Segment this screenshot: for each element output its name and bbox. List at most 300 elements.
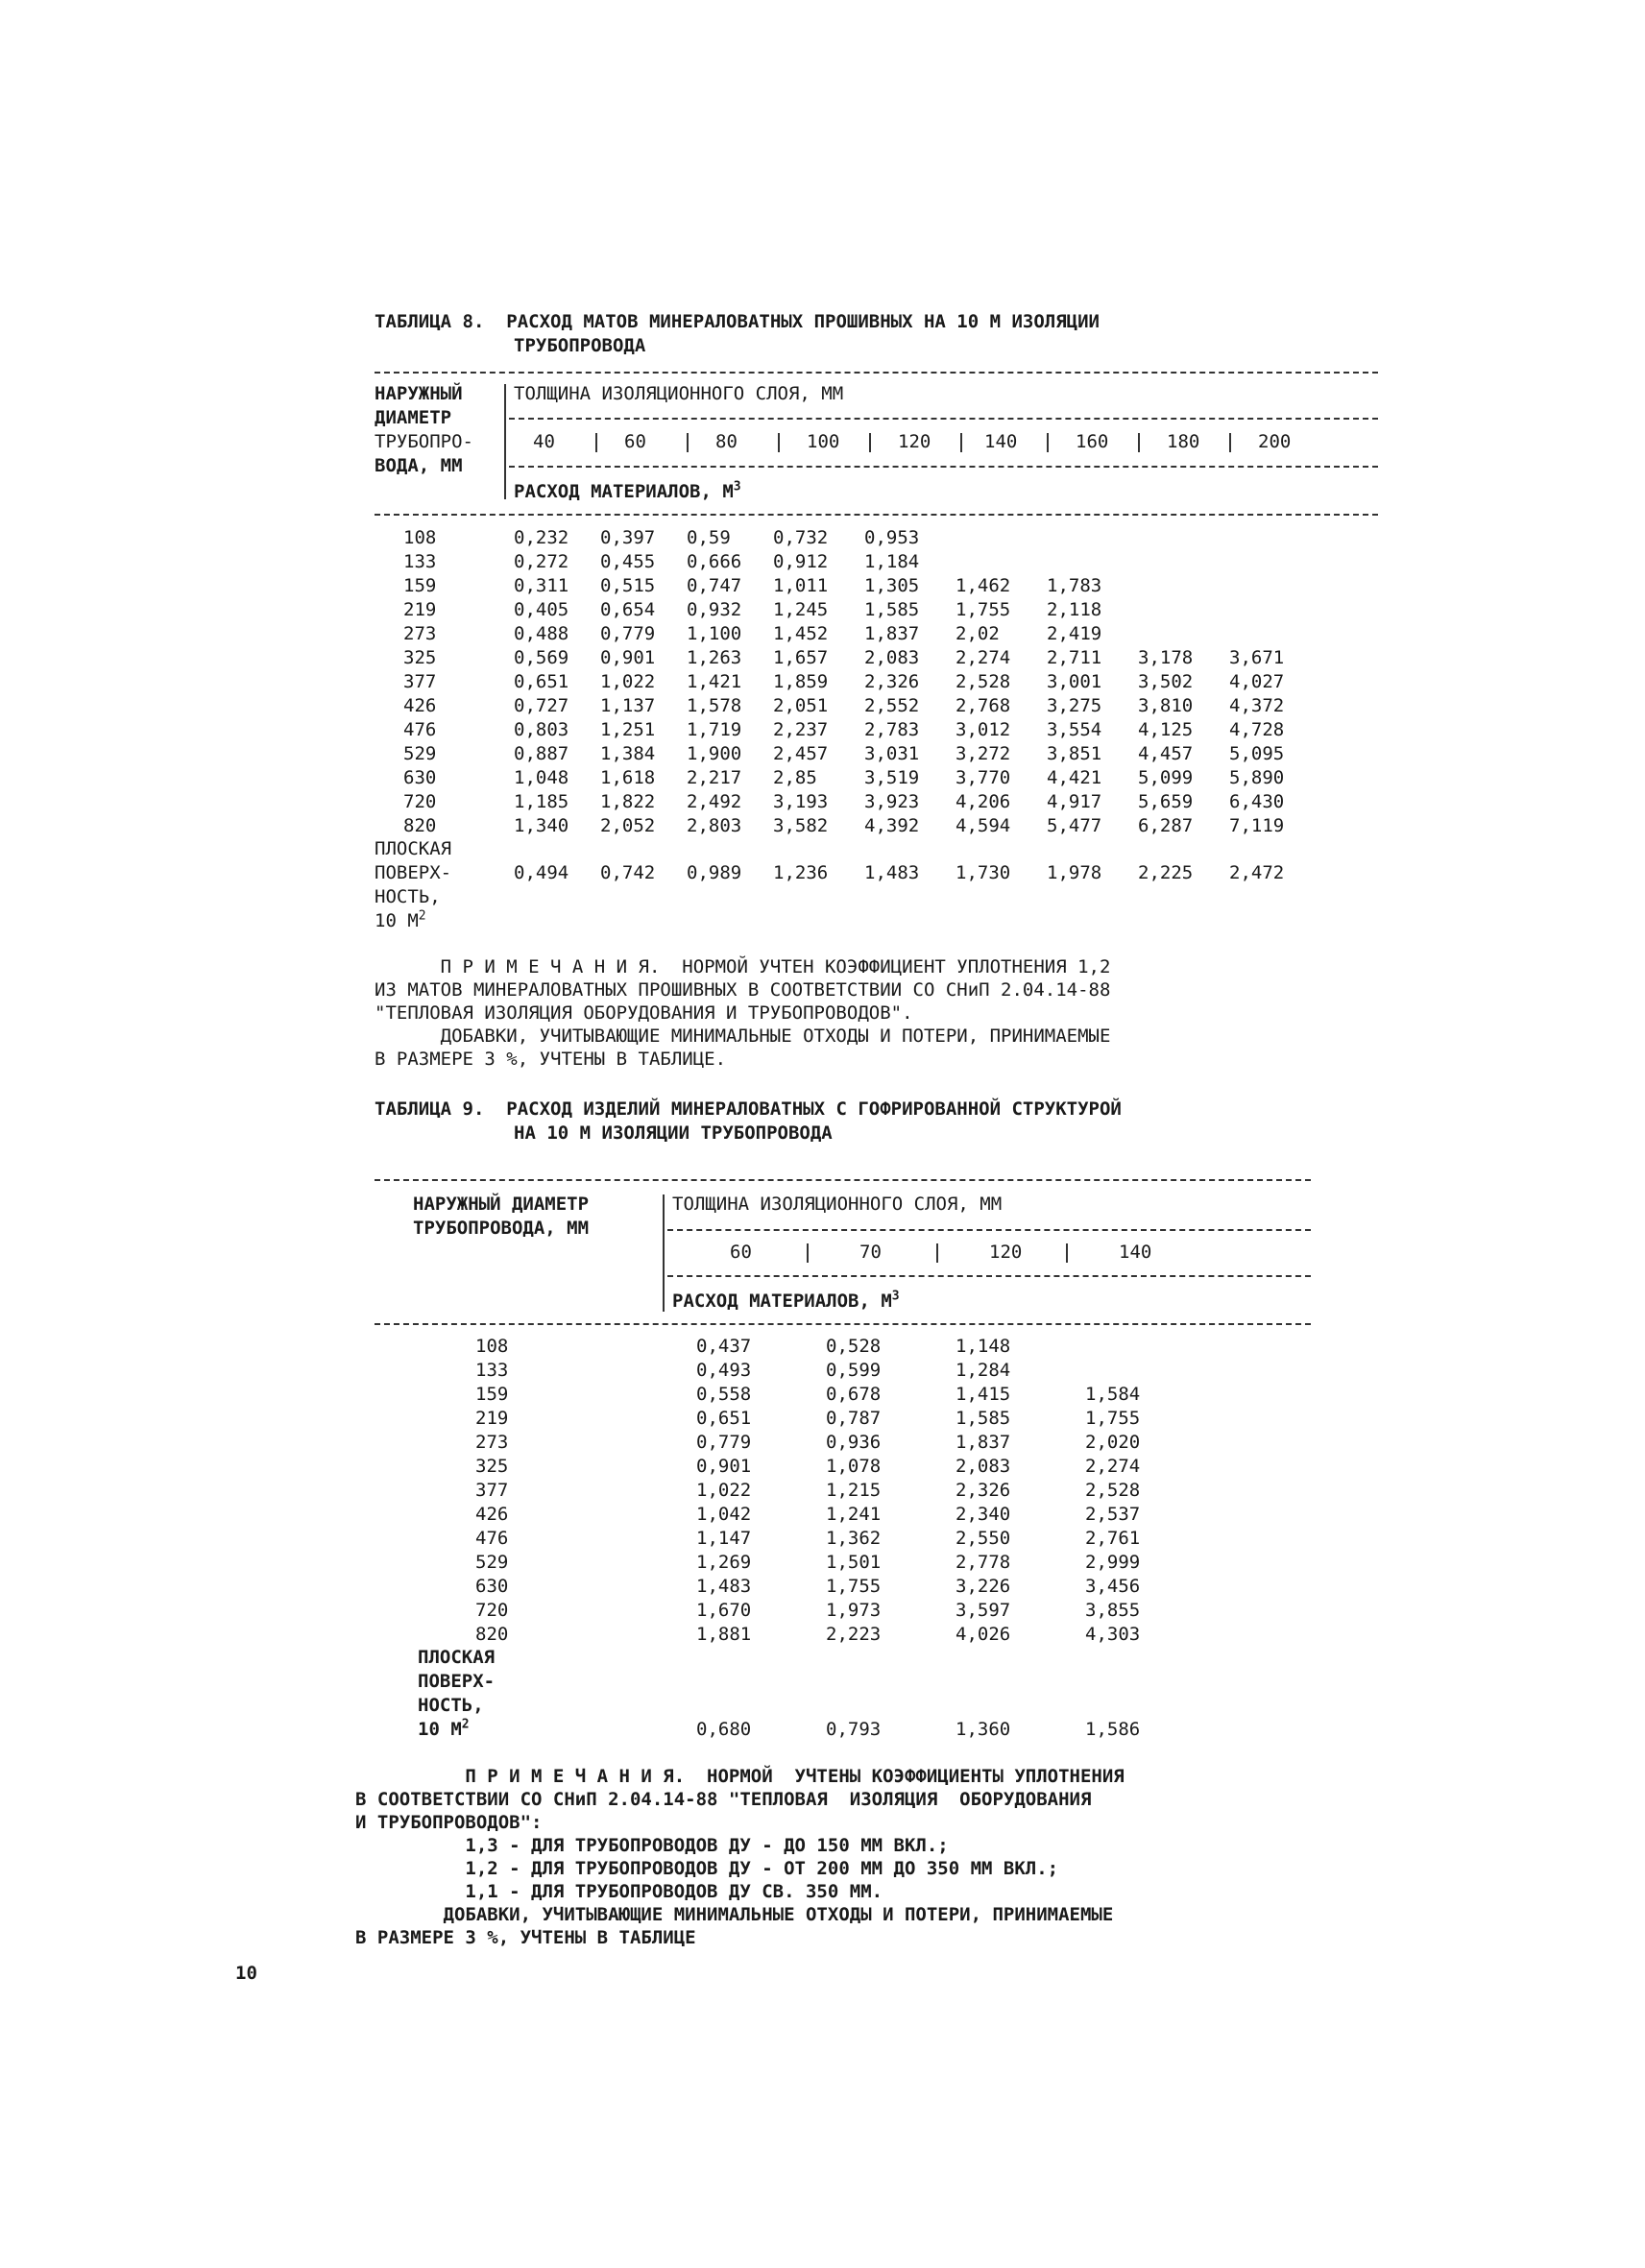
table8-divider-consumption: [509, 466, 1378, 468]
value-cell: 7,119: [1229, 815, 1285, 836]
table-row: [0, 766, 1645, 790]
table8-thickness-header: ТОЛЩИНА ИЗОЛЯЦИОННОГО СЛОЯ, ММ: [514, 383, 844, 404]
diameter-cell: 273: [475, 1432, 509, 1453]
value-cell: 2,326: [956, 1480, 1011, 1501]
flat-value-cell: 1,236: [773, 862, 829, 883]
value-cell: 3,554: [1047, 719, 1102, 740]
value-cell: 0,651: [514, 671, 569, 692]
note-line: И ТРУБОПРОВОДОВ":: [355, 1812, 543, 1833]
value-cell: 1,822: [600, 791, 656, 812]
value-cell: 2,083: [956, 1456, 1011, 1477]
value-cell: 2,711: [1047, 647, 1102, 668]
value-cell: 2,457: [773, 743, 829, 764]
diameter-cell: 273: [403, 623, 437, 644]
table9-consumption-label: РАСХОД МАТЕРИАЛОВ, М: [672, 1291, 892, 1312]
value-cell: 3,671: [1229, 647, 1285, 668]
table-row: [0, 670, 1645, 694]
value-cell: 0,678: [826, 1384, 882, 1405]
value-cell: 0,272: [514, 551, 569, 572]
value-cell: 1,215: [826, 1480, 882, 1501]
value-cell: 0,558: [696, 1384, 752, 1405]
value-cell: 2,217: [687, 767, 742, 788]
value-cell: 1,783: [1047, 575, 1102, 596]
table9-thickness-sep: [936, 1243, 938, 1263]
diameter-cell: 133: [403, 551, 437, 572]
note-line: В СООТВЕТСТВИИ СО СНиП 2.04.14-88 "ТЕПЛОВАЯ ИЗОЛЯЦИЯ ОБОРУДОВАНИЯ: [355, 1789, 1092, 1810]
value-cell: 0,732: [773, 527, 829, 548]
value-cell: 0,953: [864, 527, 920, 548]
flat-value-cell: 1,483: [864, 862, 920, 883]
table-row: [0, 1623, 1645, 1647]
note-line: В РАЗМЕРЕ 3 %, УЧТЕНЫ В ТАБЛИЦЕ: [355, 1927, 696, 1948]
page-number: 10: [235, 1963, 257, 1984]
table9-thickness-sep: [1066, 1243, 1068, 1263]
table-row: [0, 1407, 1645, 1431]
flat-value-cell: 2,225: [1138, 862, 1194, 883]
table-row: [0, 550, 1645, 574]
value-cell: 2,999: [1085, 1552, 1141, 1573]
table9-flat-unit: 10 М: [418, 1719, 462, 1740]
value-cell: 0,779: [600, 623, 656, 644]
note-line: "ТЕПЛОВАЯ ИЗОЛЯЦИЯ ОБОРУДОВАНИЯ И ТРУБОПРОВОДОВ".: [375, 1002, 913, 1024]
table-row: [0, 1575, 1645, 1599]
value-cell: 1,837: [956, 1432, 1011, 1453]
value-cell: 3,001: [1047, 671, 1102, 692]
table8-thickness-40: 40: [533, 431, 555, 452]
table9-flat-label-2: ПОВЕРХ-: [418, 1671, 496, 1692]
value-cell: 3,456: [1085, 1576, 1141, 1597]
diameter-cell: 426: [403, 695, 437, 716]
table-row: [0, 622, 1645, 646]
note-line: 1,3 - ДЛЯ ТРУБОПРОВОДОВ ДУ - ДО 150 ММ ВКЛ.;: [355, 1835, 949, 1856]
value-cell: 6,287: [1138, 815, 1194, 836]
value-cell: 4,392: [864, 815, 920, 836]
value-cell: 2,274: [1085, 1456, 1141, 1477]
value-cell: 1,973: [826, 1600, 882, 1621]
diameter-cell: 325: [475, 1456, 509, 1477]
value-cell: 2,051: [773, 695, 829, 716]
diameter-cell: 820: [475, 1624, 509, 1645]
value-cell: 0,311: [514, 575, 569, 596]
flat-value-cell: 1,978: [1047, 862, 1102, 883]
table-row: [0, 814, 1645, 838]
table-row: [0, 1527, 1645, 1551]
value-cell: 2,783: [864, 719, 920, 740]
table-row: [0, 1599, 1645, 1623]
value-cell: 1,881: [696, 1624, 752, 1645]
value-cell: 5,659: [1138, 791, 1194, 812]
table8-consumption-label: РАСХОД МАТЕРИАЛОВ, М: [514, 481, 734, 502]
table9-thickness-sep: [807, 1243, 809, 1263]
value-cell: 2,419: [1047, 623, 1102, 644]
value-cell: 3,226: [956, 1576, 1011, 1597]
diameter-cell: 426: [475, 1504, 509, 1525]
table8-thickness-sep: [687, 433, 689, 452]
value-cell: 3,012: [956, 719, 1011, 740]
value-cell: 4,917: [1047, 791, 1102, 812]
value-cell: 0,569: [514, 647, 569, 668]
value-cell: 2,768: [956, 695, 1011, 716]
value-cell: 3,770: [956, 767, 1011, 788]
value-cell: 1,048: [514, 767, 569, 788]
value-cell: 2,550: [956, 1528, 1011, 1549]
diameter-cell: 720: [403, 791, 437, 812]
table9-row-header-1: НАРУЖНЫЙ ДИАМЕТР: [413, 1194, 590, 1215]
value-cell: 1,340: [514, 815, 569, 836]
value-cell: 4,594: [956, 815, 1011, 836]
value-cell: 0,747: [687, 575, 742, 596]
value-cell: 0,651: [696, 1408, 752, 1429]
value-cell: 1,251: [600, 719, 656, 740]
value-cell: 1,421: [687, 671, 742, 692]
value-cell: 1,837: [864, 623, 920, 644]
table8-title-line1: РАСХОД МАТОВ МИНЕРАЛОВАТНЫХ ПРОШИВНЫХ НА 10 М ИЗОЛЯЦИИ: [506, 311, 1100, 332]
diameter-cell: 219: [403, 599, 437, 620]
value-cell: 1,501: [826, 1552, 882, 1573]
value-cell: 0,887: [514, 743, 569, 764]
value-cell: 3,810: [1138, 695, 1194, 716]
table9-flat-sup: 2: [461, 1717, 470, 1732]
value-cell: 3,582: [773, 815, 829, 836]
value-cell: 0,666: [687, 551, 742, 572]
value-cell: 4,421: [1047, 767, 1102, 788]
table8-flat-label-4: [375, 909, 426, 933]
table8-row-header-1: НАРУЖНЫЙ: [375, 383, 463, 404]
value-cell: 0,232: [514, 527, 569, 548]
table8-thickness-160: 160: [1076, 431, 1109, 452]
value-cell: 0,932: [687, 599, 742, 620]
value-cell: 0,936: [826, 1432, 882, 1453]
value-cell: 1,042: [696, 1504, 752, 1525]
diameter-cell: 476: [403, 719, 437, 740]
note-line: 1,2 - ДЛЯ ТРУБОПРОВОДОВ ДУ - ОТ 200 ММ ДО 350 ММ ВКЛ.;: [355, 1858, 1059, 1879]
value-cell: 2,326: [864, 671, 920, 692]
value-cell: 4,728: [1229, 719, 1285, 740]
flat-value-cell: 2,472: [1229, 862, 1285, 883]
value-cell: 5,095: [1229, 743, 1285, 764]
flat-value-cell: 1,586: [1085, 1719, 1141, 1740]
flat-value-cell: 0,742: [600, 862, 656, 883]
value-cell: 1,859: [773, 671, 829, 692]
value-cell: 1,483: [696, 1576, 752, 1597]
value-cell: 0,901: [600, 647, 656, 668]
table8-divider-thickness: [509, 418, 1378, 420]
table-row: [0, 526, 1645, 550]
table9-title-line2: НА 10 М ИЗОЛЯЦИИ ТРУБОПРОВОДА: [514, 1122, 833, 1144]
value-cell: 0,397: [600, 527, 656, 548]
value-cell: 0,528: [826, 1336, 882, 1357]
table8-consumption-sup: 3: [733, 479, 741, 495]
value-cell: 0,654: [600, 599, 656, 620]
value-cell: 3,502: [1138, 671, 1194, 692]
table-row: [0, 1479, 1645, 1503]
table-row: [0, 574, 1645, 598]
value-cell: 1,284: [956, 1360, 1011, 1381]
diameter-cell: 529: [475, 1552, 509, 1573]
value-cell: 2,223: [826, 1624, 882, 1645]
table8-thickness-100: 100: [807, 431, 840, 452]
diameter-cell: 529: [403, 743, 437, 764]
flat-value-cell: 0,494: [514, 862, 569, 883]
diameter-cell: 476: [475, 1528, 509, 1549]
value-cell: 1,245: [773, 599, 829, 620]
table-row: [0, 598, 1645, 622]
value-cell: 0,455: [600, 551, 656, 572]
table9-thickness-header: ТОЛЩИНА ИЗОЛЯЦИОННОГО СЛОЯ, ММ: [672, 1194, 1003, 1215]
diameter-cell: 159: [475, 1384, 509, 1405]
value-cell: 0,405: [514, 599, 569, 620]
value-cell: 1,584: [1085, 1384, 1141, 1405]
table8-thickness-120: 120: [898, 431, 931, 452]
value-cell: 4,027: [1229, 671, 1285, 692]
value-cell: 1,100: [687, 623, 742, 644]
diameter-cell: 133: [475, 1360, 509, 1381]
table8-thickness-sep: [1047, 433, 1049, 452]
table8-thickness-sep: [869, 433, 871, 452]
value-cell: 1,585: [956, 1408, 1011, 1429]
value-cell: 3,275: [1047, 695, 1102, 716]
value-cell: 1,078: [826, 1456, 882, 1477]
value-cell: 0,803: [514, 719, 569, 740]
table8-thickness-sep: [595, 433, 597, 452]
table9-consumption-sup: 3: [891, 1289, 900, 1304]
value-cell: 2,340: [956, 1504, 1011, 1525]
table8-label: ТАБЛИЦА 8.: [375, 311, 485, 332]
table8-thickness-sep: [1138, 433, 1140, 452]
table8-thickness-60: 60: [624, 431, 646, 452]
value-cell: 2,020: [1085, 1432, 1141, 1453]
table9-divider-thickness: [667, 1229, 1311, 1231]
value-cell: 1,147: [696, 1528, 752, 1549]
value-cell: 1,755: [956, 599, 1011, 620]
value-cell: 1,585: [864, 599, 920, 620]
table-row: [0, 1359, 1645, 1383]
table8-thickness-80: 80: [715, 431, 738, 452]
table9-flat-label-4: [418, 1718, 470, 1742]
table-row: [0, 1455, 1645, 1479]
value-cell: 1,269: [696, 1552, 752, 1573]
value-cell: 2,02: [956, 623, 1000, 644]
value-cell: 0,488: [514, 623, 569, 644]
value-cell: 1,362: [826, 1528, 882, 1549]
value-cell: 3,855: [1085, 1600, 1141, 1621]
value-cell: 0,59: [687, 527, 731, 548]
value-cell: 0,515: [600, 575, 656, 596]
note-line: В РАЗМЕРЕ 3 %, УЧТЕНЫ В ТАБЛИЦЕ.: [375, 1049, 727, 1070]
value-cell: 1,022: [696, 1480, 752, 1501]
value-cell: 1,137: [600, 695, 656, 716]
value-cell: 1,415: [956, 1384, 1011, 1405]
value-cell: 3,597: [956, 1600, 1011, 1621]
table9-label: ТАБЛИЦА 9.: [375, 1098, 485, 1120]
table-row: [0, 646, 1645, 670]
table9-consumption-header: [672, 1290, 900, 1314]
value-cell: 0,437: [696, 1336, 752, 1357]
value-cell: 2,492: [687, 791, 742, 812]
value-cell: 0,779: [696, 1432, 752, 1453]
value-cell: 2,85: [773, 767, 817, 788]
table8-flat-label-3: НОСТЬ,: [375, 886, 441, 907]
table-row: [0, 694, 1645, 718]
table8-title: [375, 310, 1100, 334]
note-line: 1,1 - ДЛЯ ТРУБОПРОВОДОВ ДУ СВ. 350 ММ.: [355, 1881, 883, 1902]
table9-row-header-2: ТРУБОПРОВОДА, ММ: [413, 1218, 590, 1239]
table9-divider-top: [375, 1179, 1311, 1181]
value-cell: 1,462: [956, 575, 1011, 596]
value-cell: 4,303: [1085, 1624, 1141, 1645]
value-cell: 2,761: [1085, 1528, 1141, 1549]
table8-divider-body: [375, 514, 1378, 516]
value-cell: 3,193: [773, 791, 829, 812]
diameter-cell: 630: [403, 767, 437, 788]
table8-consumption-header: [514, 480, 741, 504]
value-cell: 2,528: [956, 671, 1011, 692]
table-row: [0, 1503, 1645, 1527]
value-cell: 1,657: [773, 647, 829, 668]
diameter-cell: 325: [403, 647, 437, 668]
value-cell: 0,727: [514, 695, 569, 716]
table9-divider-body: [375, 1323, 1311, 1325]
table9-thickness-sep: [663, 1243, 665, 1263]
value-cell: 0,912: [773, 551, 829, 572]
diameter-cell: 820: [403, 815, 437, 836]
value-cell: 2,803: [687, 815, 742, 836]
value-cell: 1,719: [687, 719, 742, 740]
diameter-cell: 108: [403, 527, 437, 548]
value-cell: 1,618: [600, 767, 656, 788]
value-cell: 1,305: [864, 575, 920, 596]
table9-title-line1: РАСХОД ИЗДЕЛИЙ МИНЕРАЛОВАТНЫХ С ГОФРИРОВАННОЙ СТРУКТУРОЙ: [506, 1098, 1122, 1120]
table8-thickness-sep: [960, 433, 962, 452]
table-row: [0, 790, 1645, 814]
flat-value-cell: 1,360: [956, 1719, 1011, 1740]
flat-value-cell: 0,793: [826, 1719, 882, 1740]
value-cell: 4,026: [956, 1624, 1011, 1645]
table9-thickness-70: 70: [859, 1242, 882, 1263]
value-cell: 2,052: [600, 815, 656, 836]
table-row: [0, 1551, 1645, 1575]
table8-flat-label-2: ПОВЕРХ-: [375, 862, 452, 883]
value-cell: 5,890: [1229, 767, 1285, 788]
value-cell: 1,900: [687, 743, 742, 764]
table8-row-header-3: ТРУБОПРО-: [375, 431, 473, 452]
value-cell: 1,452: [773, 623, 829, 644]
value-cell: 4,125: [1138, 719, 1194, 740]
table8-flat-sup: 2: [418, 908, 426, 924]
note-line: ДОБАВКИ, УЧИТЫВАЮЩИЕ МИНИМАЛЬНЫЕ ОТХОДЫ И ПОТЕРИ, ПРИНИМАЕМЫЕ: [355, 1904, 1114, 1925]
table8-flat-label-1: ПЛОСКАЯ: [375, 838, 452, 859]
table9-divider-consumption: [667, 1275, 1311, 1277]
note-line: П Р И М Е Ч А Н И Я. НОРМОЙ УЧТЕН КОЭФФИЦИЕНТ УПЛОТНЕНИЯ 1,2: [375, 956, 1111, 977]
table9-title: [375, 1098, 1122, 1122]
value-cell: 0,599: [826, 1360, 882, 1381]
table8-thickness-sep: [1229, 433, 1231, 452]
value-cell: 4,206: [956, 791, 1011, 812]
value-cell: 1,185: [514, 791, 569, 812]
value-cell: 2,274: [956, 647, 1011, 668]
value-cell: 2,237: [773, 719, 829, 740]
table9-thickness-140: 140: [1119, 1242, 1152, 1263]
value-cell: 2,552: [864, 695, 920, 716]
value-cell: 1,184: [864, 551, 920, 572]
value-cell: 1,755: [1085, 1408, 1141, 1429]
value-cell: 2,083: [864, 647, 920, 668]
value-cell: 0,901: [696, 1456, 752, 1477]
value-cell: 1,148: [956, 1336, 1011, 1357]
value-cell: 3,272: [956, 743, 1011, 764]
value-cell: 3,178: [1138, 647, 1194, 668]
table-row: [0, 1431, 1645, 1455]
value-cell: 5,099: [1138, 767, 1194, 788]
table-row: [0, 1335, 1645, 1359]
table8-thickness-180: 180: [1167, 431, 1200, 452]
value-cell: 1,384: [600, 743, 656, 764]
note-line: П Р И М Е Ч А Н И Я. НОРМОЙ УЧТЕНЫ КОЭФФИЦИЕНТЫ УПЛОТНЕНИЯ: [355, 1766, 1125, 1787]
value-cell: 0,787: [826, 1408, 882, 1429]
value-cell: 3,851: [1047, 743, 1102, 764]
value-cell: 1,670: [696, 1600, 752, 1621]
value-cell: 1,578: [687, 695, 742, 716]
value-cell: 1,011: [773, 575, 829, 596]
value-cell: 2,778: [956, 1552, 1011, 1573]
table9-flat-label-1: ПЛОСКАЯ: [418, 1647, 496, 1668]
value-cell: 1,263: [687, 647, 742, 668]
table8-row-header-2: ДИАМЕТР: [375, 407, 452, 428]
value-cell: 3,519: [864, 767, 920, 788]
note-line: ДОБАВКИ, УЧИТЫВАЮЩИЕ МИНИМАЛЬНЫЕ ОТХОДЫ И ПОТЕРИ, ПРИНИМАЕМЫЕ: [375, 1025, 1111, 1047]
value-cell: 1,755: [826, 1576, 882, 1597]
value-cell: 0,493: [696, 1360, 752, 1381]
table8-title-line2: ТРУБОПРОВОДА: [514, 335, 646, 356]
diameter-cell: 377: [475, 1480, 509, 1501]
value-cell: 3,923: [864, 791, 920, 812]
diameter-cell: 630: [475, 1576, 509, 1597]
diameter-cell: 108: [475, 1336, 509, 1357]
value-cell: 4,457: [1138, 743, 1194, 764]
table8-thickness-200: 200: [1258, 431, 1292, 452]
diameter-cell: 720: [475, 1600, 509, 1621]
value-cell: 3,031: [864, 743, 920, 764]
diameter-cell: 377: [403, 671, 437, 692]
table8-flat-unit: 10 М: [375, 910, 419, 931]
table8-thickness-sep: [504, 433, 506, 452]
flat-value-cell: 0,989: [687, 862, 742, 883]
table-row: [0, 742, 1645, 766]
diameter-cell: 219: [475, 1408, 509, 1429]
table-row: [0, 1383, 1645, 1407]
value-cell: 4,372: [1229, 695, 1285, 716]
value-cell: 6,430: [1229, 791, 1285, 812]
table8-row-header-4: ВОДА, ММ: [375, 455, 463, 476]
table9-thickness-60: 60: [730, 1242, 752, 1263]
table8-thickness-140: 140: [984, 431, 1018, 452]
value-cell: 2,118: [1047, 599, 1102, 620]
value-cell: 5,477: [1047, 815, 1102, 836]
flat-value-cell: 1,730: [956, 862, 1011, 883]
table-row: [0, 718, 1645, 742]
value-cell: 1,241: [826, 1504, 882, 1525]
table8-thickness-sep: [778, 433, 780, 452]
table9-thickness-120: 120: [989, 1242, 1023, 1263]
flat-value-cell: 0,680: [696, 1719, 752, 1740]
value-cell: 1,022: [600, 671, 656, 692]
value-cell: 2,537: [1085, 1504, 1141, 1525]
diameter-cell: 159: [403, 575, 437, 596]
table9-flat-label-3: НОСТЬ,: [418, 1695, 484, 1716]
value-cell: 2,528: [1085, 1480, 1141, 1501]
note-line: ИЗ МАТОВ МИНЕРАЛОВАТНЫХ ПРОШИВНЫХ В СООТВЕТСТВИИ СО СНиП 2.04.14-88: [375, 979, 1111, 1001]
table8-divider-top: [375, 372, 1378, 374]
